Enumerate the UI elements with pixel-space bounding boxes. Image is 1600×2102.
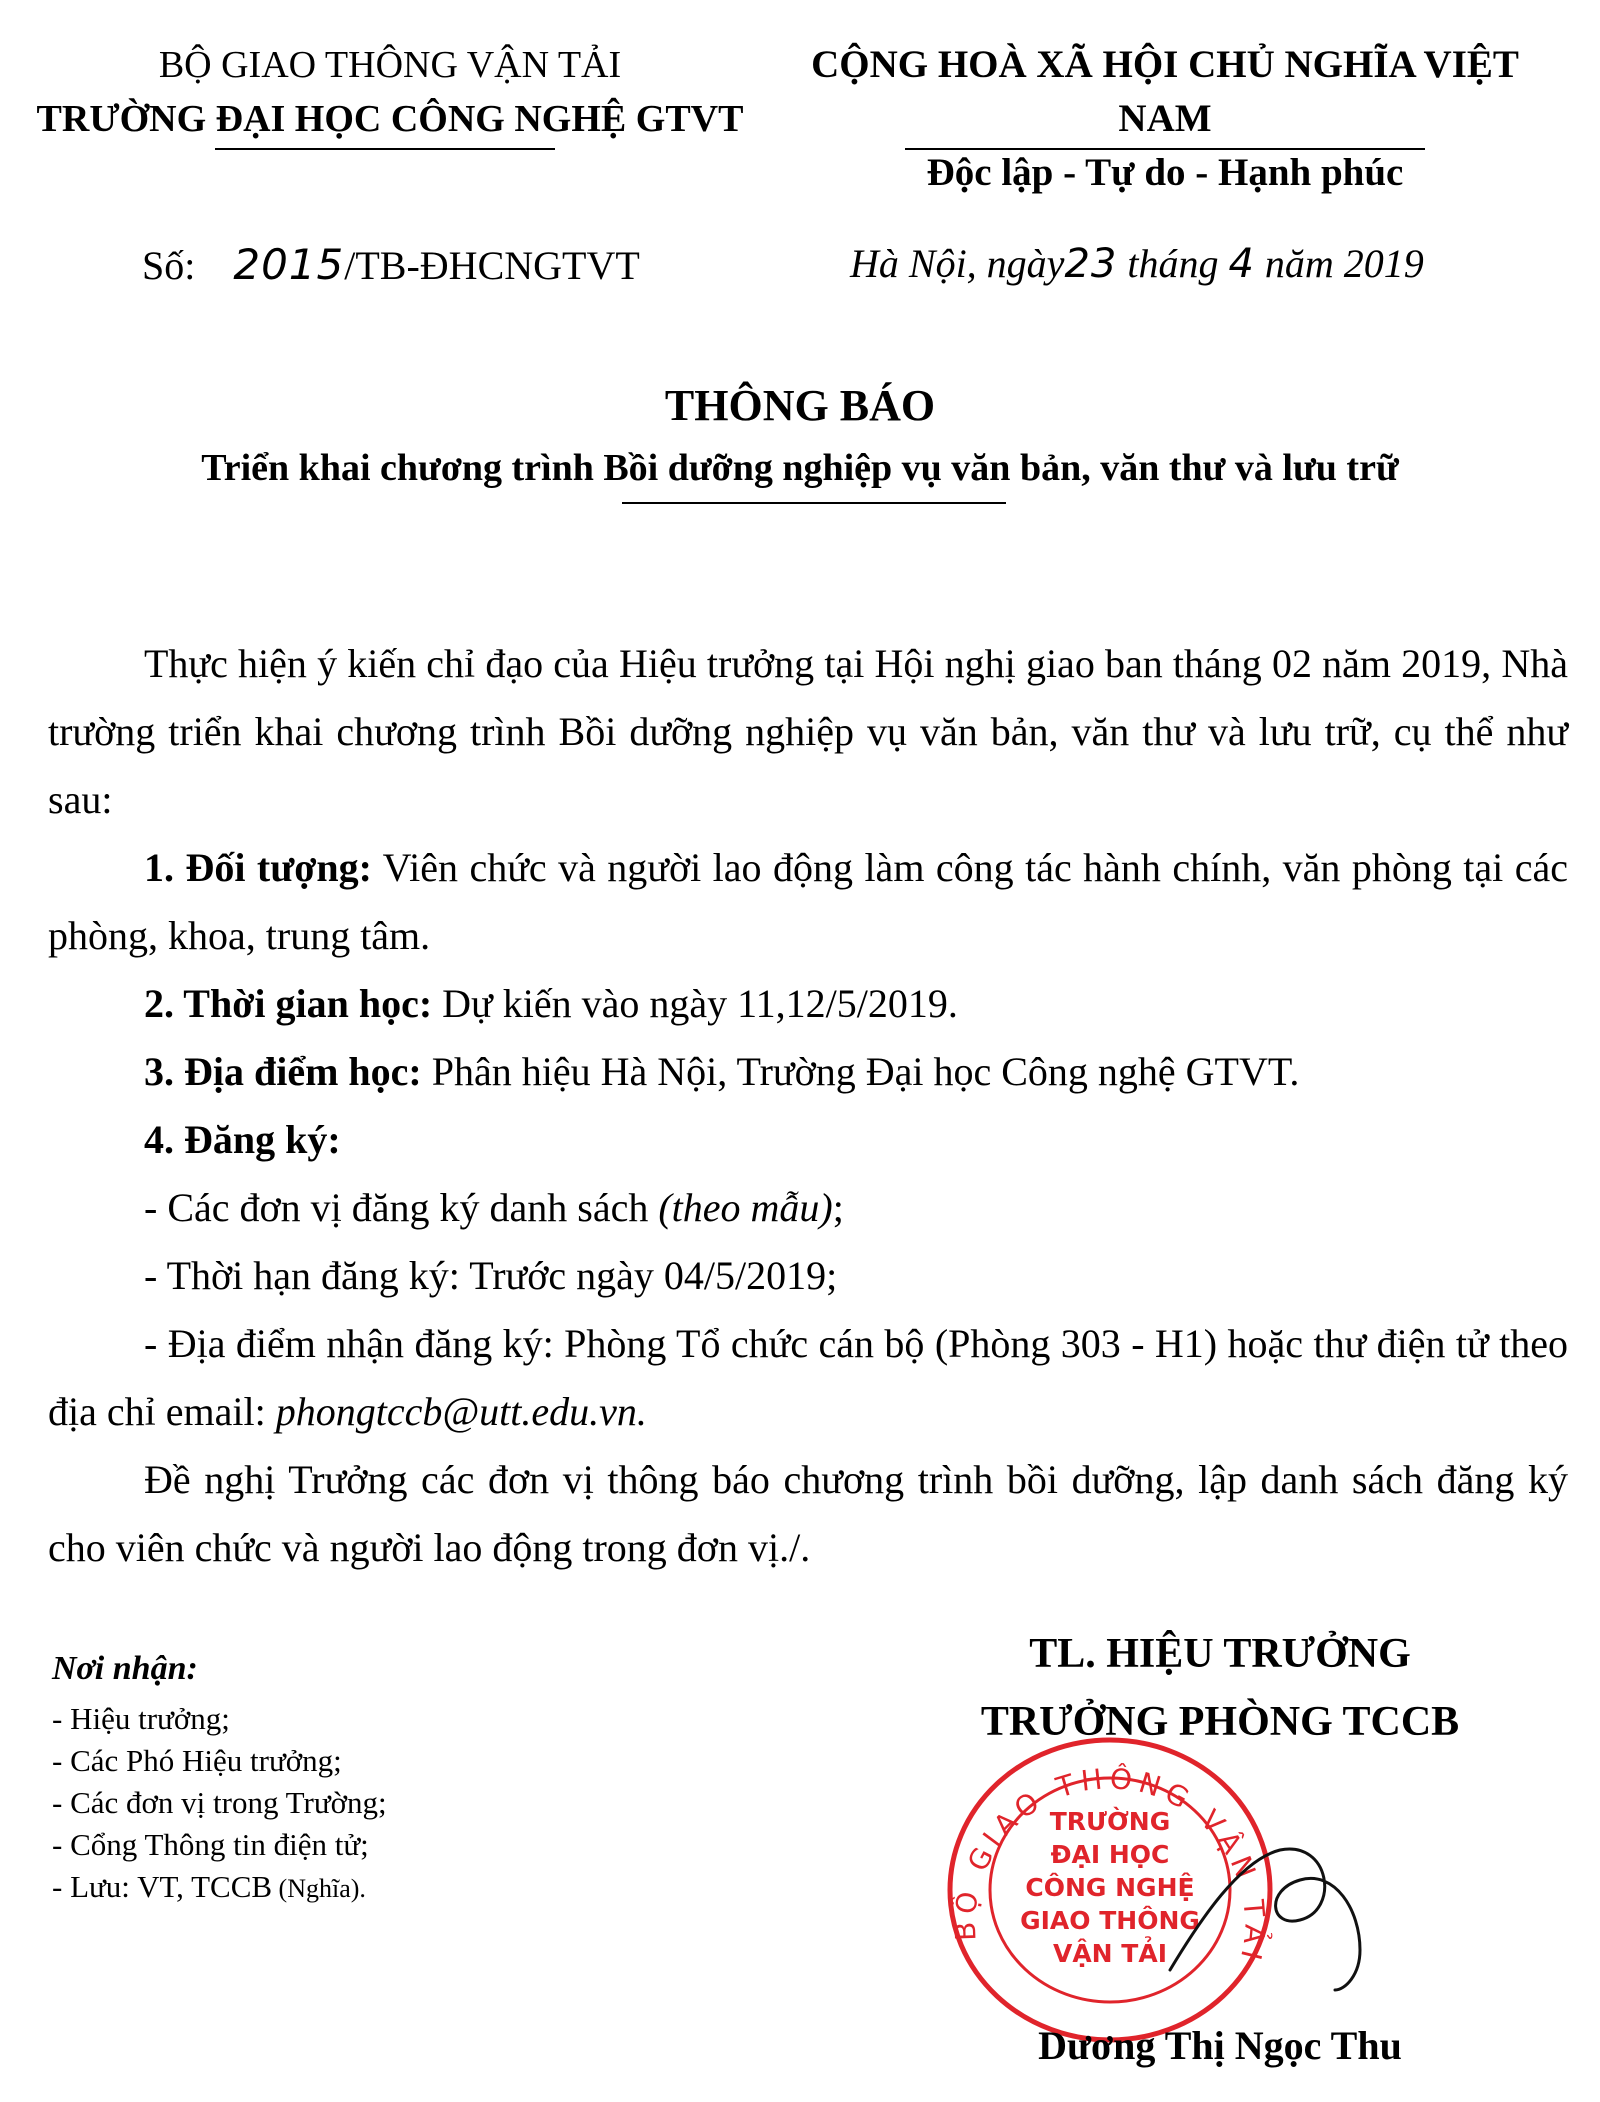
document-subtitle: Triển khai chương trình Bồi dưỡng nghiệp vụ văn bản, văn thư và lưu trữ	[201, 447, 1399, 489]
recipient-item: - Các đơn vị trong Trường;	[52, 1785, 387, 1820]
registration-list-end: ;	[832, 1185, 844, 1230]
item-target-text: Viên chức và người lao động làm công tác hành chính, văn phòng tại các phòng, khoa, trung tâm.	[48, 845, 1568, 958]
item-location-label: 3. Địa điểm học:	[144, 1049, 422, 1094]
national-motto: Độc lập - Tự do - Hạnh phúc	[926, 151, 1404, 194]
recipient-item: - Cổng Thông tin điện tử;	[52, 1827, 369, 1862]
national-header	[770, 38, 1560, 200]
university-name: TRƯỜNG ĐẠI HỌC CÔNG NGHỆ GTVT	[36, 98, 744, 140]
document-title: THÔNG BÁO	[664, 381, 936, 430]
ministry-name: BỘ GIAO THÔNG VẬN TẢI	[158, 44, 622, 86]
seal-line-3: CÔNG NGHỆ	[1025, 1873, 1195, 1902]
seal-line-5: VẬN TẢI	[1052, 1939, 1168, 1968]
signer-name: Dương Thị Ngọc Thu	[1038, 2023, 1402, 2068]
seal-outer-text: BỘ GIAO THÔNG VẬN TẢI	[948, 1761, 1272, 1969]
seal-line-2: ĐẠI HỌC	[1050, 1840, 1170, 1869]
intro-paragraph: Thực hiện ý kiến chỉ đạo của Hiệu trưởng tại Hội nghị giao ban tháng 02 năm 2019, Nhà trường triển khai chương trình Bồi dưỡng nghiệp vụ văn bản, văn thư và lưu trữ, cụ thể như sau:	[48, 641, 1568, 822]
document-number	[142, 240, 640, 289]
handwritten-day: 23	[1064, 241, 1118, 287]
item-target	[48, 834, 1568, 970]
number-code: /TB-ĐHCNGTVT	[344, 243, 640, 288]
handwritten-signature	[1160, 1800, 1400, 2000]
handwritten-month: 4	[1228, 241, 1255, 287]
signature-title-1: TL. HIỆU TRƯỞNG	[1029, 1631, 1411, 1677]
recipient-item: - Các Phó Hiệu trưởng;	[52, 1743, 342, 1778]
closing-paragraph: Đề nghị Trưởng các đơn vị thông báo chương trình bồi dưỡng, lập danh sách đăng ký cho viên chức và người lao động trong đơn vị./.	[48, 1457, 1568, 1570]
handwritten-number: 2015	[233, 240, 345, 289]
registration-list-text: - Các đơn vị đăng ký danh sách	[144, 1185, 659, 1230]
registration-list-form: (theo mẫu)	[658, 1185, 833, 1230]
number-prefix: Số:	[142, 243, 196, 288]
registration-list	[48, 1174, 1568, 1242]
archive-small: (Nghĩa).	[272, 1874, 366, 1903]
registration-deadline: - Thời hạn đăng ký: Trước ngày 04/5/2019;	[144, 1253, 838, 1298]
seal-line-1: TRƯỜNG	[1049, 1807, 1171, 1836]
recipient-item-archive	[52, 1866, 752, 1910]
item-registration-label: 4. Đăng ký:	[144, 1117, 341, 1162]
item-location-text: Phân hiệu Hà Nội, Trường Đại học Công nghệ GTVT.	[421, 1049, 1300, 1094]
item-location	[48, 1038, 1568, 1106]
motto-underline	[905, 148, 1425, 150]
subtitle-underline	[622, 502, 1006, 504]
issuer-underline	[215, 148, 555, 150]
signature-title-2: TRƯỞNG PHÒNG TCCB	[980, 1699, 1460, 1745]
registration-place	[48, 1310, 1568, 1446]
item-target-label: 1. Đối tượng:	[144, 845, 372, 890]
recipients-title: Nơi nhận:	[52, 1650, 198, 1687]
registration-email: phongtccb@utt.edu.vn.	[275, 1389, 647, 1434]
document-date	[850, 240, 1424, 287]
item-time	[48, 970, 1568, 1038]
recipients-block	[52, 1648, 752, 1910]
item-registration	[48, 1106, 1568, 1174]
item-time-label: 2. Thời gian học:	[144, 981, 433, 1026]
seal-line-4: GIAO THÔNG	[1020, 1906, 1200, 1935]
registration-place-text: - Địa điểm nhận đăng ký: Phòng Tổ chức cán bộ (Phòng 303 - H1) hoặc thư điện tử theo địa chỉ email:	[48, 1321, 1568, 1434]
archive-main: - Lưu: VT, TCCB	[52, 1869, 273, 1904]
item-time-text: Dự kiến vào ngày 11,12/5/2019.	[432, 981, 958, 1026]
issuer-block	[30, 38, 750, 146]
date-place: Hà Nội, ngày	[850, 241, 1065, 286]
date-month-label: tháng	[1127, 241, 1219, 286]
country-name: CỘNG HOÀ XÃ HỘI CHỦ NGHĨA VIỆT NAM	[811, 43, 1519, 140]
document-body	[48, 630, 1568, 1582]
date-year: năm 2019	[1264, 241, 1424, 286]
recipient-item: - Hiệu trưởng;	[52, 1701, 230, 1736]
